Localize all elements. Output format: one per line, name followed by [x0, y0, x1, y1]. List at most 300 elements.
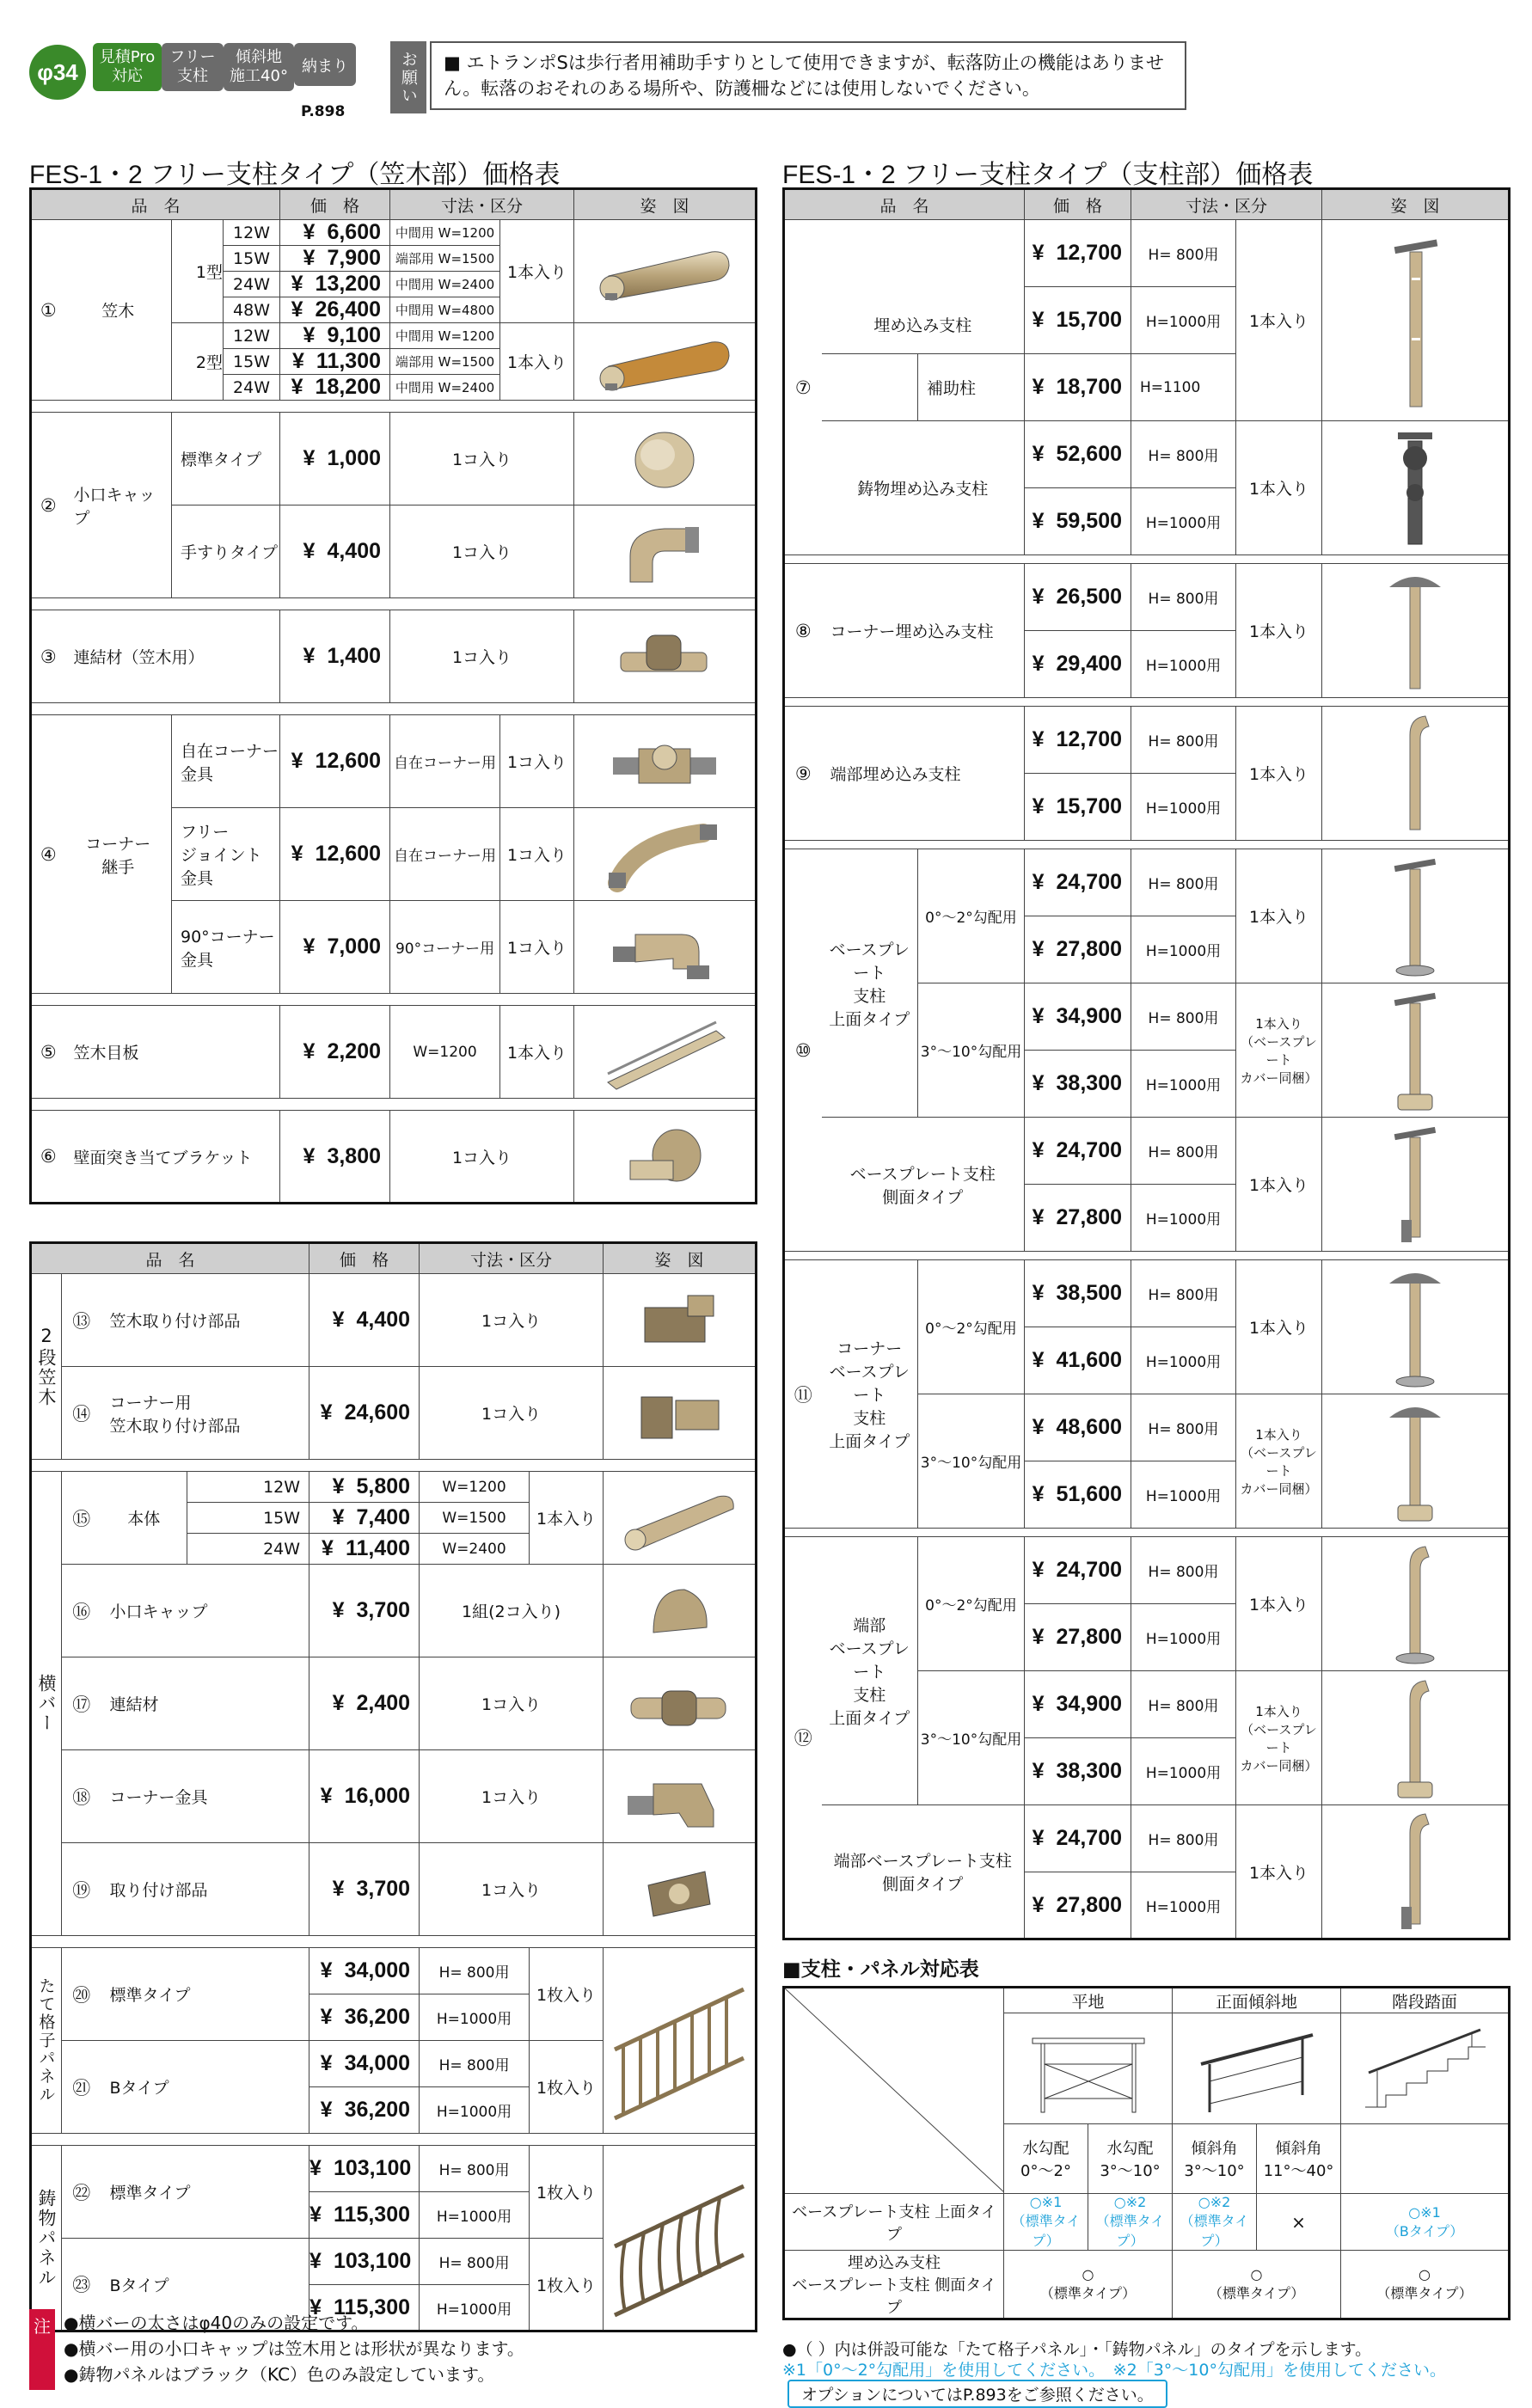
side-bar-image — [604, 1472, 757, 1565]
qty-cell: 1本入り — [500, 220, 574, 323]
side-baseplate-post-image — [1322, 1118, 1510, 1252]
end-baseplate-post-image — [1322, 1537, 1510, 1671]
variant-label: 標準タイプ — [172, 413, 280, 505]
size-cell: H= 800用 — [1131, 983, 1236, 1051]
flat-ground-diagram — [1004, 2013, 1173, 2124]
size-cell: H= 800用 — [1131, 421, 1236, 488]
badge-osamari: 納まり — [294, 43, 356, 86]
price-cell: ¥ 38,500 — [1025, 1260, 1131, 1327]
price-cell: ¥ 12,700 — [1025, 220, 1131, 287]
corner-fitting-image — [574, 715, 757, 808]
price-cell: ¥ 27,800 — [1025, 1185, 1131, 1252]
compat-title: ■支柱・パネル対応表 — [782, 1958, 979, 1981]
item-no: ⑤ — [31, 1006, 65, 1099]
qty-cell: 1本入り — [1236, 564, 1322, 698]
size-cell: W=1200 — [420, 1472, 530, 1503]
item-name: 鋳物埋め込み支柱 — [822, 421, 1025, 555]
width-code: 15W — [224, 246, 280, 272]
page-ref[interactable]: P.898 — [301, 103, 346, 120]
size-cell: H= 800用 — [1131, 220, 1236, 287]
size-cell: 中間用 W=4800 — [390, 297, 500, 323]
badge-mitsumori: 見積Pro 対応 — [93, 43, 162, 91]
item-no: ⑮ — [62, 1472, 101, 1565]
size-cell: H= 800用 — [1131, 1805, 1236, 1872]
price-cell: ¥ 4,400 — [309, 1274, 420, 1367]
qty-cell: 1コ入り — [500, 715, 574, 808]
badge-free-post: フリー 支柱 — [162, 43, 224, 91]
item-name: コーナー ベースプレート 支柱 上面タイプ — [822, 1260, 918, 1529]
size-cell: H=1000用 — [420, 2087, 530, 2134]
price-cell: ¥ 11,300 — [280, 349, 390, 375]
sub-head: 水勾配 3°～10° — [1088, 2124, 1173, 2194]
item-no: ③ — [31, 610, 65, 703]
item-name: 端部 ベースプレート 支柱 上面タイプ — [822, 1537, 918, 1805]
qty-cell: 1コ入り — [420, 1274, 604, 1367]
end-baseplate-cover-post-image — [1322, 1671, 1510, 1805]
item-name: 端部埋め込み支柱 — [822, 707, 1025, 841]
type-label: 2型 — [172, 323, 224, 401]
size-cell: H=1000用 — [1131, 488, 1236, 555]
variant-label: 手すりタイプ — [172, 505, 280, 598]
item-no: ① — [31, 220, 65, 401]
compat-note-1: ●（ ）内は併設可能な「たて格子パネル」・「鋳物パネル」のタイプを示します。 — [782, 2340, 1372, 2359]
width-code: 15W — [224, 349, 280, 375]
price-cell: ¥ 52,600 — [1025, 421, 1131, 488]
row-label: ベースプレート支柱 上面タイプ — [784, 2194, 1004, 2251]
price-cell: ¥ 103,100 — [309, 2146, 420, 2192]
compat-cell: ○※1 （Bタイプ） — [1341, 2194, 1510, 2251]
qty-cell: 1コ入り — [500, 901, 574, 994]
head-stairs: 階段踏面 — [1341, 1988, 1510, 2013]
stairs-diagram — [1341, 2013, 1510, 2124]
type-label: 1型 — [172, 220, 224, 323]
item-no: ⑥ — [31, 1111, 65, 1204]
diameter-text: φ34 — [37, 59, 78, 85]
price-cell: ¥ 12,600 — [280, 808, 390, 901]
wall-bracket-image — [574, 1111, 757, 1204]
price-cell: ¥ 34,000 — [309, 1948, 420, 1994]
head-flat: 平地 — [1004, 1988, 1173, 2013]
item-no: ⑨ — [784, 707, 822, 841]
width-code: 24W — [224, 375, 280, 401]
size-cell: H= 800用 — [1131, 1671, 1236, 1738]
qty-cell: 1本入り — [1236, 707, 1322, 841]
price-cell: ¥ 2,400 — [309, 1657, 420, 1750]
qty-cell: 1コ入り — [390, 610, 574, 703]
price-cell: ¥ 24,600 — [309, 1367, 420, 1460]
size-cell: H=1000用 — [420, 2285, 530, 2331]
compat-cell: ○ （標準タイプ） — [1173, 2251, 1341, 2319]
price-cell: ¥ 48,600 — [1025, 1394, 1131, 1461]
width-code: 12W — [187, 1472, 309, 1503]
qty-cell: 1本入り — [1236, 421, 1322, 555]
size-cell: H= 800用 — [1131, 1537, 1236, 1604]
price-cell: ¥ 38,300 — [1025, 1738, 1131, 1805]
qty-cell: 1本入り — [500, 323, 574, 401]
col-name: 品 名 — [31, 1243, 309, 1274]
table-compat — [782, 1986, 1511, 2320]
item-no: ⑳ — [62, 1948, 101, 2041]
item-no: ⑪ — [784, 1260, 822, 1529]
sub-head: 傾斜角 3°～10° — [1173, 2124, 1257, 2194]
group-label: 2段笠木 — [31, 1274, 62, 1460]
qty-cell: 1コ入り — [420, 1843, 604, 1936]
price-cell: ¥ 24,700 — [1025, 849, 1131, 916]
slope-label: 0°～2°勾配用 — [918, 849, 1025, 983]
note-item: ●横バー用の小口キャップは笠木用とは形状が異なります。 — [64, 2338, 524, 2359]
price-cell: ¥ 27,800 — [1025, 916, 1131, 983]
col-size: 寸法・区分 — [420, 1243, 604, 1274]
item-no: ⑯ — [62, 1565, 101, 1657]
notes-label: 注 — [29, 2309, 55, 2390]
qty-cell: 1枚入り — [530, 2239, 604, 2331]
item-name: 笠木目板 — [65, 1006, 280, 1099]
item-name: Bタイプ — [101, 2041, 309, 2134]
item-no: ㉒ — [62, 2146, 101, 2239]
wood-rail-image — [574, 323, 757, 401]
price-cell: ¥ 12,600 — [280, 715, 390, 808]
price-cell: ¥ 16,000 — [309, 1750, 420, 1843]
size-cell: H=1000用 — [1131, 1051, 1236, 1118]
size-cell: H= 800用 — [420, 2239, 530, 2285]
qty-cell: 1コ入り — [390, 1111, 574, 1204]
table-accessories — [29, 1241, 757, 2332]
col-fig: 姿 図 — [604, 1243, 757, 1274]
size-cell: H=1000用 — [1131, 916, 1236, 983]
size-cell: H=1000用 — [1131, 1327, 1236, 1394]
price-cell: ¥ 3,800 — [280, 1111, 390, 1204]
item-name: ベースプレート 支柱 上面タイプ — [822, 849, 918, 1118]
col-price: 価 格 — [1025, 189, 1131, 220]
width-code: 48W — [224, 297, 280, 323]
qty-cell: 1枚入り — [530, 2041, 604, 2134]
table-kasagi — [29, 187, 757, 1204]
cover-plate-image — [574, 1006, 757, 1099]
bar-end-cap-image — [604, 1565, 757, 1657]
size-cell: H= 800用 — [1131, 1260, 1236, 1327]
end-cap-image — [574, 413, 757, 505]
qty-cell: 1コ入り — [500, 808, 574, 901]
front-slope-diagram — [1173, 2013, 1341, 2124]
size-cell: H=1000用 — [1131, 1185, 1236, 1252]
size-cell: H=1000用 — [420, 1994, 530, 2041]
size-cell: 端部用 W=1500 — [390, 349, 500, 375]
size-cell: 中間用 W=2400 — [390, 272, 500, 297]
width-code: 24W — [187, 1534, 309, 1565]
slope-label: 0°～2°勾配用 — [918, 1537, 1025, 1671]
size-cell: H=1000用 — [1131, 1872, 1236, 1939]
qty-cell: 1本入り （ベースプレート カバー同梱） — [1236, 1671, 1322, 1805]
baseplate-cover-post-image — [1322, 983, 1510, 1118]
item-name: 笠木 — [65, 220, 172, 401]
width-code: 24W — [224, 272, 280, 297]
qty-cell: 1枚入り — [530, 2146, 604, 2239]
head-slope: 正面傾斜地 — [1173, 1988, 1341, 2013]
price-cell: ¥ 5,800 — [309, 1472, 420, 1503]
group-label: 鋳物パネル — [31, 2146, 62, 2331]
corner-mount-image — [604, 1367, 757, 1460]
corner-baseplate-post-image — [1322, 1260, 1510, 1394]
size-cell: H=1000用 — [1131, 1461, 1236, 1529]
size-cell: W=1500 — [420, 1503, 530, 1534]
item-no: ⑦ — [784, 220, 822, 555]
size-cell: H=1000用 — [420, 2192, 530, 2239]
price-cell: ¥ 59,500 — [1025, 488, 1131, 555]
item-name: 補助柱 — [918, 354, 1025, 421]
col-fig: 姿 図 — [1322, 189, 1510, 220]
item-name: Bタイプ — [101, 2239, 309, 2331]
table-posts — [782, 187, 1511, 1940]
price-cell: ¥ 27,800 — [1025, 1872, 1131, 1939]
qty-cell: 1本入り （ベースプレート カバー同梱） — [1236, 1394, 1322, 1529]
size-cell: H= 800用 — [1131, 1118, 1236, 1185]
price-cell: ¥ 26,400 — [280, 297, 390, 323]
price-cell: ¥ 115,300 — [309, 2192, 420, 2239]
col-price: 価 格 — [280, 189, 390, 220]
item-name: ベースプレート支柱 側面タイプ — [822, 1118, 1025, 1252]
col-fig: 姿 図 — [574, 189, 757, 220]
size-cell: 自在コーナー用 — [390, 715, 500, 808]
item-no: ⑩ — [784, 849, 822, 1252]
item-no: ⑰ — [62, 1657, 101, 1750]
item-no: ② — [31, 413, 65, 598]
price-cell: ¥ 13,200 — [280, 272, 390, 297]
size-cell: H= 800用 — [420, 1948, 530, 1994]
price-cell: ¥ 7,000 — [280, 901, 390, 994]
price-cell: ¥ 36,200 — [309, 2087, 420, 2134]
price-cell: ¥ 34,900 — [1025, 983, 1131, 1051]
diameter-badge — [29, 45, 86, 100]
price-cell: ¥ 18,200 — [280, 375, 390, 401]
item-name: 連結材（笠木用） — [65, 610, 280, 703]
price-cell: ¥ 34,000 — [309, 2041, 420, 2087]
qty-cell: 1枚入り — [530, 1948, 604, 2041]
lattice-panel-image — [604, 1948, 757, 2134]
item-name: 標準タイプ — [101, 1948, 309, 2041]
compat-cell: ○ （標準タイプ） — [1341, 2251, 1510, 2319]
price-cell: ¥ 9,100 — [280, 323, 390, 349]
price-cell: ¥ 24,700 — [1025, 1118, 1131, 1185]
baseplate-post-image — [1322, 849, 1510, 983]
end-embed-post-image — [1322, 707, 1510, 841]
slope-label: 3°～10°勾配用 — [918, 1671, 1025, 1805]
item-no: ⑲ — [62, 1843, 101, 1936]
price-cell: ¥ 29,400 — [1025, 631, 1131, 698]
qty-cell: 1本入り （ベースプレート カバー同梱） — [1236, 983, 1322, 1118]
size-cell: H= 800用 — [1131, 564, 1236, 631]
price-cell: ¥ 1,000 — [280, 413, 390, 505]
size-cell: H= 800用 — [420, 2146, 530, 2192]
qty-cell: 1本入り — [1236, 849, 1322, 983]
price-cell: ¥ 3,700 — [309, 1843, 420, 1936]
price-cell: ¥ 103,100 — [309, 2239, 420, 2285]
item-no: ⑱ — [62, 1750, 101, 1843]
item-no: ⑫ — [784, 1537, 822, 1939]
item-no: ⑭ — [62, 1367, 101, 1460]
corner-embed-post-image — [1322, 564, 1510, 698]
joint-image — [574, 610, 757, 703]
size-cell: H=1000用 — [1131, 1604, 1236, 1671]
qty-cell: 1本入り — [1236, 1118, 1322, 1252]
item-no: ⑧ — [784, 564, 822, 698]
size-cell: H=1000用 — [1131, 774, 1236, 841]
qty-cell: 1本入り — [1236, 1260, 1322, 1394]
col-price: 価 格 — [309, 1243, 420, 1274]
size-cell: H=1100 — [1131, 354, 1236, 421]
size-cell: 90°コーナー用 — [390, 901, 500, 994]
bar-corner-image — [604, 1750, 757, 1843]
item-no: ⑬ — [62, 1274, 101, 1367]
corner-90-image — [574, 901, 757, 994]
slope-label: 0°～2°勾配用 — [918, 1260, 1025, 1394]
slope-label: 3°～10°勾配用 — [918, 983, 1025, 1118]
item-name: 連結材 — [101, 1657, 309, 1750]
size-cell: 中間用 W=2400 — [390, 375, 500, 401]
notes-box — [29, 2309, 751, 2395]
price-cell: ¥ 41,600 — [1025, 1327, 1131, 1394]
sub-head: 傾斜角 11°～40° — [1257, 2124, 1341, 2194]
size-cell: 自在コーナー用 — [390, 808, 500, 901]
compat-cell: ○※2 （標準タイプ） — [1088, 2194, 1173, 2251]
price-cell: ¥ 15,700 — [1025, 774, 1131, 841]
option-link[interactable]: オプションについてはP.893をご参照ください。 — [787, 2380, 1167, 2408]
size-cell: W=2400 — [420, 1534, 530, 1565]
qty-cell: 1本入り — [500, 1006, 574, 1099]
compat-cell: ○※2 （標準タイプ） — [1173, 2194, 1257, 2251]
qty-cell: 1本入り — [1236, 220, 1322, 421]
qty-cell: 1コ入り — [420, 1657, 604, 1750]
onegai-label: お願い — [390, 41, 426, 113]
price-cell: ¥ 38,300 — [1025, 1051, 1131, 1118]
item-name: 壁面突き当てブラケット — [65, 1111, 280, 1204]
compat-cell: ○ （標準タイプ） — [1004, 2251, 1173, 2319]
size-cell: H=1000用 — [1131, 287, 1236, 354]
item-name: 取り付け部品 — [101, 1843, 309, 1936]
size-cell: H=1000用 — [1131, 631, 1236, 698]
qty-cell: 1本入り — [1236, 1805, 1322, 1939]
variant-label: フリー ジョイント 金具 — [172, 808, 280, 901]
compat-note-2: ※1「0°～2°勾配用」を使用してください。 ※2「3°～10°勾配用」を使用してください。 — [782, 2361, 1446, 2380]
item-no: ㉓ — [62, 2239, 101, 2331]
cast-embed-post-image — [1322, 421, 1510, 555]
price-cell: ¥ 18,700 — [1025, 354, 1131, 421]
end-side-baseplate-post-image — [1322, 1805, 1510, 1939]
row-label: 埋め込み支柱 ベースプレート支柱 側面タイプ — [784, 2251, 1004, 2319]
size-cell: H= 800用 — [1131, 849, 1236, 916]
compat-cell: ○※1 （標準タイプ） — [1004, 2194, 1088, 2251]
left-title: FES-1・2 フリー支柱タイプ（笠木部）価格表 — [29, 161, 561, 189]
diagonal-cell — [784, 1988, 1004, 2194]
width-code: 12W — [224, 220, 280, 246]
qty-cell: 1本入り — [1236, 1537, 1322, 1671]
sub-head: 水勾配 0°～2° — [1004, 2124, 1088, 2194]
price-cell: ¥ 11,400 — [309, 1534, 420, 1565]
size-cell: H=1000用 — [1131, 1738, 1236, 1805]
qty-cell: 1コ入り — [390, 413, 574, 505]
price-cell: ¥ 27,800 — [1025, 1604, 1131, 1671]
col-name: 品 名 — [31, 189, 280, 220]
qty-cell: 1組(2コ入り) — [420, 1565, 604, 1657]
qty-cell: 1コ入り — [390, 505, 574, 598]
item-name: 小口キャップ — [101, 1565, 309, 1657]
price-cell: ¥ 15,700 — [1025, 287, 1131, 354]
size-cell: 中間用 W=1200 — [390, 220, 500, 246]
price-cell: ¥ 26,500 — [1025, 564, 1131, 631]
price-cell: ¥ 12,700 — [1025, 707, 1131, 774]
size-cell: W=1200 — [390, 1006, 500, 1099]
price-cell: ¥ 36,200 — [309, 1994, 420, 2041]
price-cell: ¥ 115,300 — [309, 2285, 420, 2331]
badge-slope: 傾斜地 施工40° — [224, 43, 294, 91]
free-joint-image — [574, 808, 757, 901]
price-cell: ¥ 7,900 — [280, 246, 390, 272]
item-name: 端部ベースプレート支柱 側面タイプ — [822, 1805, 1025, 1939]
col-size: 寸法・区分 — [1131, 189, 1322, 220]
price-cell: ¥ 3,700 — [309, 1565, 420, 1657]
variant-label: 90°コーナー 金具 — [172, 901, 280, 994]
item-name: 標準タイプ — [101, 2146, 309, 2239]
item-name: コーナー 継手 — [65, 715, 172, 994]
compat-cell: × — [1257, 2194, 1341, 2251]
price-cell: ¥ 1,400 — [280, 610, 390, 703]
item-name: 埋め込み支柱 — [822, 220, 1025, 354]
mount-part-image — [604, 1274, 757, 1367]
price-cell: ¥ 2,200 — [280, 1006, 390, 1099]
qty-cell: 1コ入り — [420, 1367, 604, 1460]
qty-cell: 1コ入り — [420, 1750, 604, 1843]
price-cell: ¥ 4,400 — [280, 505, 390, 598]
notice-box: ■ エトランポSは歩行者用補助手すりとして使用できますが、転落防止の機能はありません。転落のおそれのある場所や、防護柵などには使用しないでください。 — [430, 41, 1186, 110]
bar-mount-image — [604, 1843, 757, 1936]
corner-baseplate-cover-post-image — [1322, 1394, 1510, 1529]
price-cell: ¥ 24,700 — [1025, 1805, 1131, 1872]
price-cell: ¥ 34,900 — [1025, 1671, 1131, 1738]
width-code: 12W — [224, 323, 280, 349]
group-label: たて格子パネル — [31, 1948, 62, 2134]
group-label: 横バー — [31, 1472, 62, 1936]
right-title: FES-1・2 フリー支柱タイプ（支柱部）価格表 — [782, 161, 1314, 189]
slope-label: 3°～10°勾配用 — [918, 1394, 1025, 1529]
rail-profile-image — [574, 220, 757, 323]
size-cell: 端部用 W=1500 — [390, 246, 500, 272]
size-cell: H= 800用 — [1131, 1394, 1236, 1461]
item-name: コーナー金具 — [101, 1750, 309, 1843]
header — [29, 41, 1164, 120]
note-item: ●横バーの太さはφ40のみの設定です。 — [64, 2313, 369, 2333]
width-code: 15W — [187, 1503, 309, 1534]
price-cell: ¥ 6,600 — [280, 220, 390, 246]
item-name: 小口キャップ — [65, 413, 172, 598]
price-cell: ¥ 51,600 — [1025, 1461, 1131, 1529]
embed-post-image — [1322, 220, 1510, 421]
col-size: 寸法・区分 — [390, 189, 574, 220]
variant-label: 自在コーナー 金具 — [172, 715, 280, 808]
item-name: 本体 — [101, 1472, 187, 1565]
elbow-cap-image — [574, 505, 757, 598]
size-cell: H= 800用 — [420, 2041, 530, 2087]
item-name: コーナー用 笠木取り付け部品 — [101, 1367, 309, 1460]
note-item: ●鋳物パネルはブラック（KC）色のみ設定しています。 — [64, 2364, 495, 2385]
size-cell: 中間用 W=1200 — [390, 323, 500, 349]
qty-cell: 1本入り — [530, 1472, 604, 1565]
cast-panel-image — [604, 2146, 757, 2331]
bar-joint-image — [604, 1657, 757, 1750]
item-no: ㉑ — [62, 2041, 101, 2134]
col-name: 品 名 — [784, 189, 1025, 220]
item-no: ④ — [31, 715, 65, 994]
price-cell: ¥ 7,400 — [309, 1503, 420, 1534]
item-name: コーナー埋め込み支柱 — [822, 564, 1025, 698]
